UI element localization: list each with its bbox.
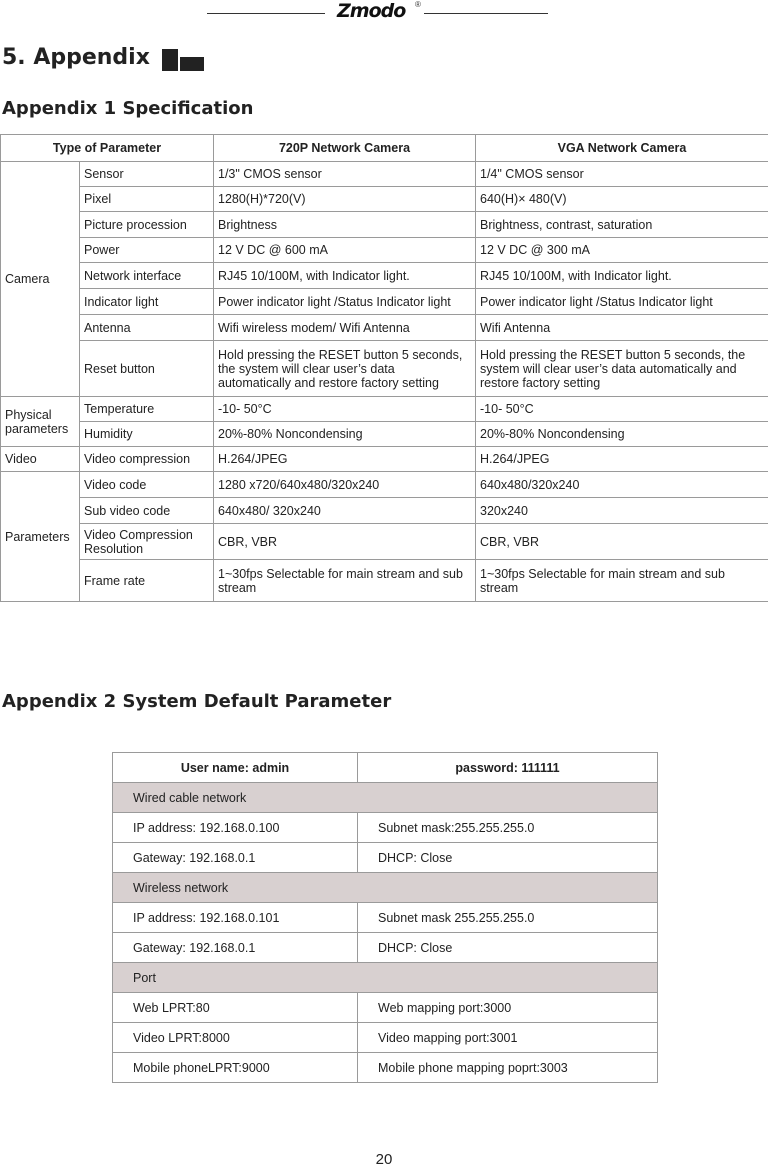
brand-logo: Zmodo [337,0,406,22]
param-cell: Antenna [80,315,214,341]
param-cell: Power [80,238,214,263]
value-vga: Wifi Antenna [476,315,768,341]
param-cell: Video code [80,472,214,498]
value-vga: H.264/JPEG [476,447,768,472]
section-title [2,44,204,72]
table-row [1,422,768,447]
table-row [1,315,768,341]
value-720p: 1/3" CMOS sensor [214,162,476,187]
value-vga: -10- 50°C [476,397,768,422]
value-vga: 640x480/320x240 [476,472,768,498]
page-number: 20 [375,1151,393,1167]
group-physical: Physical parameters [1,397,80,447]
table-row [1,289,768,315]
value-720p: 1280 x720/640x480/320x240 [214,472,476,498]
value-vga: Hold pressing the RESET button 5 seconds, the system will clear user’s data automatically and restore factory setting [476,341,768,397]
param-cell: Indicator light [80,289,214,315]
table-row [1,187,768,212]
wireless-heading: Wireless network [113,873,658,903]
value-720p: 20%-80% Noncondensing [214,422,476,447]
value-vga: 20%-80% Noncondensing [476,422,768,447]
wired-ip: IP address: 192.168.0.100 [113,813,358,843]
table-row [1,524,768,560]
value-720p: H.264/JPEG [214,447,476,472]
value-720p: 12 V DC @ 600 mA [214,238,476,263]
table-row [1,212,768,238]
value-vga: 640(H)× 480(V) [476,187,768,212]
table-row [113,903,658,933]
value-vga: 1/4" CMOS sensor [476,162,768,187]
value-vga: 320x240 [476,498,768,524]
port-heading: Port [113,963,658,993]
video-mapping-port: Video mapping port:3001 [358,1023,658,1053]
param-cell: Temperature [80,397,214,422]
table-row [113,843,658,873]
value-720p: 1280(H)*720(V) [214,187,476,212]
group-video: Video [1,447,80,472]
param-cell: Picture procession [80,212,214,238]
value-720p: CBR, VBR [214,524,476,560]
wired-dhcp: DHCP: Close [358,843,658,873]
value-vga: RJ45 10/100M, with Indicator light. [476,263,768,289]
web-port: Web LPRT:80 [113,993,358,1023]
param-cell: Sub video code [80,498,214,524]
col-vga: VGA Network Camera [476,135,768,162]
wireless-gateway: Gateway: 192.168.0.1 [113,933,358,963]
value-720p: 1~30fps Selectable for main stream and sub stream [214,560,476,602]
table-row [113,993,658,1023]
param-cell: Humidity [80,422,214,447]
table-row [113,813,658,843]
value-vga: 12 V DC @ 300 mA [476,238,768,263]
param-cell: Sensor [80,162,214,187]
value-720p: 640x480/ 320x240 [214,498,476,524]
value-720p: Power indicator light /Status Indicator light [214,289,476,315]
value-vga: 1~30fps Selectable for main stream and sub stream [476,560,768,602]
credentials-row [113,753,658,783]
section-row-wireless [113,873,658,903]
param-cell: Pixel [80,187,214,212]
spec-table [0,134,768,602]
mobile-port: Mobile phoneLPRT:9000 [113,1053,358,1083]
section-mark-icon [162,45,204,71]
table-row [1,162,768,187]
table-row [1,263,768,289]
param-cell: Network interface [80,263,214,289]
value-720p: Wifi wireless modem/ Wifi Antenna [214,315,476,341]
mobile-mapping-port: Mobile phone mapping poprt:3003 [358,1053,658,1083]
value-720p: RJ45 10/100M, with Indicator light. [214,263,476,289]
section-title-text: 5. Appendix [2,45,150,70]
section-row-wired [113,783,658,813]
value-vga: Brightness, contrast, saturation [476,212,768,238]
appendix2-title: Appendix 2 System Default Parameter [2,691,392,712]
table-row [1,472,768,498]
param-cell: Video compression [80,447,214,472]
wired-gateway: Gateway: 192.168.0.1 [113,843,358,873]
value-720p: Hold pressing the RESET button 5 seconds, the system will clear user’s data automatically and restore factory setting [214,341,476,397]
registered-mark: ® [415,0,421,9]
table-row [113,1023,658,1053]
value-vga: Power indicator light /Status Indicator light [476,289,768,315]
wired-subnet: Subnet mask:255.255.255.0 [358,813,658,843]
value-720p: -10- 50°C [214,397,476,422]
table-row [1,447,768,472]
password: password: 111111 [358,753,658,783]
video-port: Video LPRT:8000 [113,1023,358,1053]
web-mapping-port: Web mapping port:3000 [358,993,658,1023]
col-720p: 720P Network Camera [214,135,476,162]
col-type: Type of Parameter [1,135,214,162]
wireless-subnet: Subnet mask 255.255.255.0 [358,903,658,933]
header-rule-right [424,13,548,14]
wireless-dhcp: DHCP: Close [358,933,658,963]
param-cell: Frame rate [80,560,214,602]
section-row-port [113,963,658,993]
table-row [1,341,768,397]
wireless-ip: IP address: 192.168.0.101 [113,903,358,933]
value-vga: CBR, VBR [476,524,768,560]
table-row [1,498,768,524]
group-camera: Camera [1,162,80,397]
appendix1-title: Appendix 1 Specification [2,98,254,119]
default-param-table [112,752,658,1083]
header-rule-left [207,13,325,14]
table-row [1,397,768,422]
table-row [1,238,768,263]
param-cell: Reset button [80,341,214,397]
wired-heading: Wired cable network [113,783,658,813]
group-parameters: Parameters [1,472,80,602]
param-cell: Video Compression Resolution [80,524,214,560]
table-row [113,1053,658,1083]
spec-header-row [1,135,768,162]
table-row [1,560,768,602]
user-name: User name: admin [113,753,358,783]
value-720p: Brightness [214,212,476,238]
table-row [113,933,658,963]
